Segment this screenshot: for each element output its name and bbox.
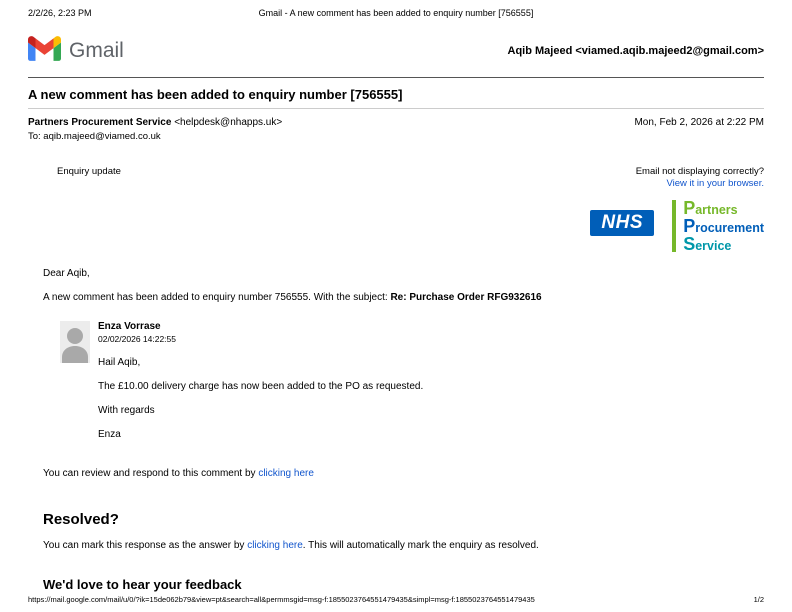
message-date: Mon, Feb 2, 2026 at 2:22 PM xyxy=(634,117,764,128)
mark-answer-link[interactable]: clicking here xyxy=(247,540,303,551)
pps-line-procurement: Procurement xyxy=(683,216,764,236)
review-plain: You can review and respond to this comment by xyxy=(43,468,259,479)
comment-line-4: Enza xyxy=(98,429,121,440)
gmail-m-icon xyxy=(28,36,61,66)
account-address: Aqib Majeed <viamed.aqib.majeed2@gmail.com> xyxy=(507,45,764,57)
sender-line xyxy=(28,117,282,128)
greeting-text: Dear Aqib, xyxy=(43,268,90,279)
comment-timestamp: 02/02/2026 14:22:55 xyxy=(98,334,176,344)
email-subject-title: A new comment has been added to enquiry number [756555] xyxy=(28,87,403,102)
resolved-plain-after: . This will automatically mark the enquiry as resolved. xyxy=(302,540,539,551)
gmail-logo xyxy=(28,36,124,66)
comment-line-3: With regards xyxy=(98,405,155,416)
message-meta-row xyxy=(28,117,764,128)
print-header-datetime: 2/2/26, 2:23 PM xyxy=(28,8,92,18)
gmail-header-bar xyxy=(28,36,764,66)
browser-print-footer xyxy=(28,595,764,604)
pps-line-partners: Partners xyxy=(683,198,738,218)
pps-logo-bar xyxy=(672,200,676,252)
preheader-text: Enquiry update xyxy=(57,166,121,177)
resolved-plain-before: You can mark this response as the answer by xyxy=(43,540,248,551)
comment-block xyxy=(60,321,764,440)
header-divider xyxy=(28,77,764,78)
pps-line-service: Service xyxy=(683,234,732,254)
intro-plain: A new comment has been added to enquiry number 756555. With the subject: xyxy=(43,292,391,303)
resolved-text xyxy=(43,540,764,551)
pps-logo-text xyxy=(683,200,764,254)
logos-row xyxy=(28,200,764,254)
gmail-wordmark: Gmail xyxy=(69,39,124,62)
review-comment-link[interactable]: clicking here xyxy=(258,468,314,479)
print-header-title: Gmail - A new comment has been added to enquiry number [756555] xyxy=(258,8,534,18)
subject-divider xyxy=(28,108,764,109)
intro-subject: Re: Purchase Order RFG932616 xyxy=(390,292,542,303)
nhs-logo: NHS xyxy=(590,210,654,236)
resolved-heading: Resolved? xyxy=(43,511,119,528)
comment-line-2: The £10.00 delivery charge has now been added to the PO as requested. xyxy=(98,381,424,392)
footer-url: https://mail.google.com/mail/u/0/?ik=15de062b79&view=pt&search=all&permmsgid=msg-f:1855023764551479435&simpl=msg-f:1855023764551479435 xyxy=(28,595,535,604)
comment-line-1: Hail Aqib, xyxy=(98,357,141,368)
view-in-browser-link[interactable]: View it in your browser. xyxy=(666,178,764,189)
recipient-line: To: aqib.majeed@viamed.co.uk xyxy=(28,131,161,142)
pps-logo xyxy=(672,200,764,254)
display-notice-text: Email not displaying correctly? xyxy=(635,166,764,177)
review-text xyxy=(43,468,764,479)
sender-name: Partners Procurement Service xyxy=(28,117,172,128)
intro-text xyxy=(43,292,764,303)
sender-email: <helpdesk@nhapps.uk> xyxy=(174,117,283,128)
person-silhouette-icon xyxy=(60,321,90,363)
feedback-heading: We'd love to hear your feedback xyxy=(43,577,242,592)
page-indicator: 1/2 xyxy=(753,595,764,604)
display-notice-block xyxy=(636,166,764,190)
comment-author: Enza Vorrase xyxy=(98,321,161,332)
browser-print-header xyxy=(28,8,764,21)
comment-body xyxy=(98,321,423,440)
email-preheader-row xyxy=(28,166,764,190)
